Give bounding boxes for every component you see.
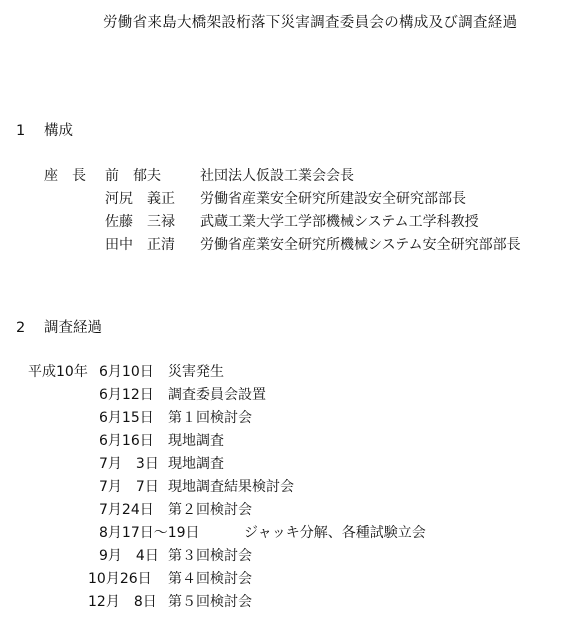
timeline-year: 平成10年 xyxy=(28,364,88,380)
event-description: 現地調査 xyxy=(168,433,224,449)
event-description: 第１回検討会 xyxy=(168,410,252,426)
section1-number: 1 xyxy=(16,123,26,139)
section2-number: 2 xyxy=(16,320,26,336)
event-date: 12月 8日 xyxy=(88,594,157,610)
event-date: 6月16日 xyxy=(99,433,154,449)
event-date: 7月 7日 xyxy=(99,479,159,495)
event-description: 第３回検討会 xyxy=(168,548,252,564)
event-description: 現地調査 xyxy=(168,456,224,472)
event-description: 現地調査結果検討会 xyxy=(168,479,294,495)
member-affiliation: 労働省産業安全研究所機械システム安全研究部部長 xyxy=(200,237,521,253)
section1-heading: 構成 xyxy=(44,123,73,139)
event-date: 9月 4日 xyxy=(99,548,159,564)
chair-role: 座 長 xyxy=(44,168,86,184)
event-date: 7月 3日 xyxy=(99,456,159,472)
member-affiliation: 武蔵工業大学工学部機械システム工学科教授 xyxy=(200,214,479,230)
event-description: 第２回検討会 xyxy=(168,502,252,518)
section2-heading: 調査経過 xyxy=(44,320,102,336)
page-title: 労働省来島大橋架設桁落下災害調査委員会の構成及び調査経過 xyxy=(103,15,518,31)
event-description: 調査委員会設置 xyxy=(168,387,266,403)
member-affiliation: 社団法人仮設工業会会長 xyxy=(200,168,354,184)
event-date: 8月17日～19日 xyxy=(99,525,200,541)
event-description: 第４回検討会 xyxy=(168,571,252,587)
event-date: 6月15日 xyxy=(99,410,154,426)
event-date: 7月24日 xyxy=(99,502,154,518)
event-date: 6月12日 xyxy=(99,387,154,403)
member-affiliation: 労働省産業安全研究所建設安全研究部部長 xyxy=(200,191,466,207)
event-description: ジャッキ分解、各種試験立会 xyxy=(244,525,426,541)
member-name: 前 郁夫 xyxy=(105,168,161,184)
member-name: 佐藤 三禄 xyxy=(105,214,175,230)
member-name: 田中 正清 xyxy=(105,237,175,253)
event-date: 6月10日 xyxy=(99,364,154,380)
event-description: 災害発生 xyxy=(168,364,224,380)
event-description: 第５回検討会 xyxy=(168,594,252,610)
member-name: 河尻 義正 xyxy=(105,191,175,207)
event-date: 10月26日 xyxy=(88,571,152,587)
